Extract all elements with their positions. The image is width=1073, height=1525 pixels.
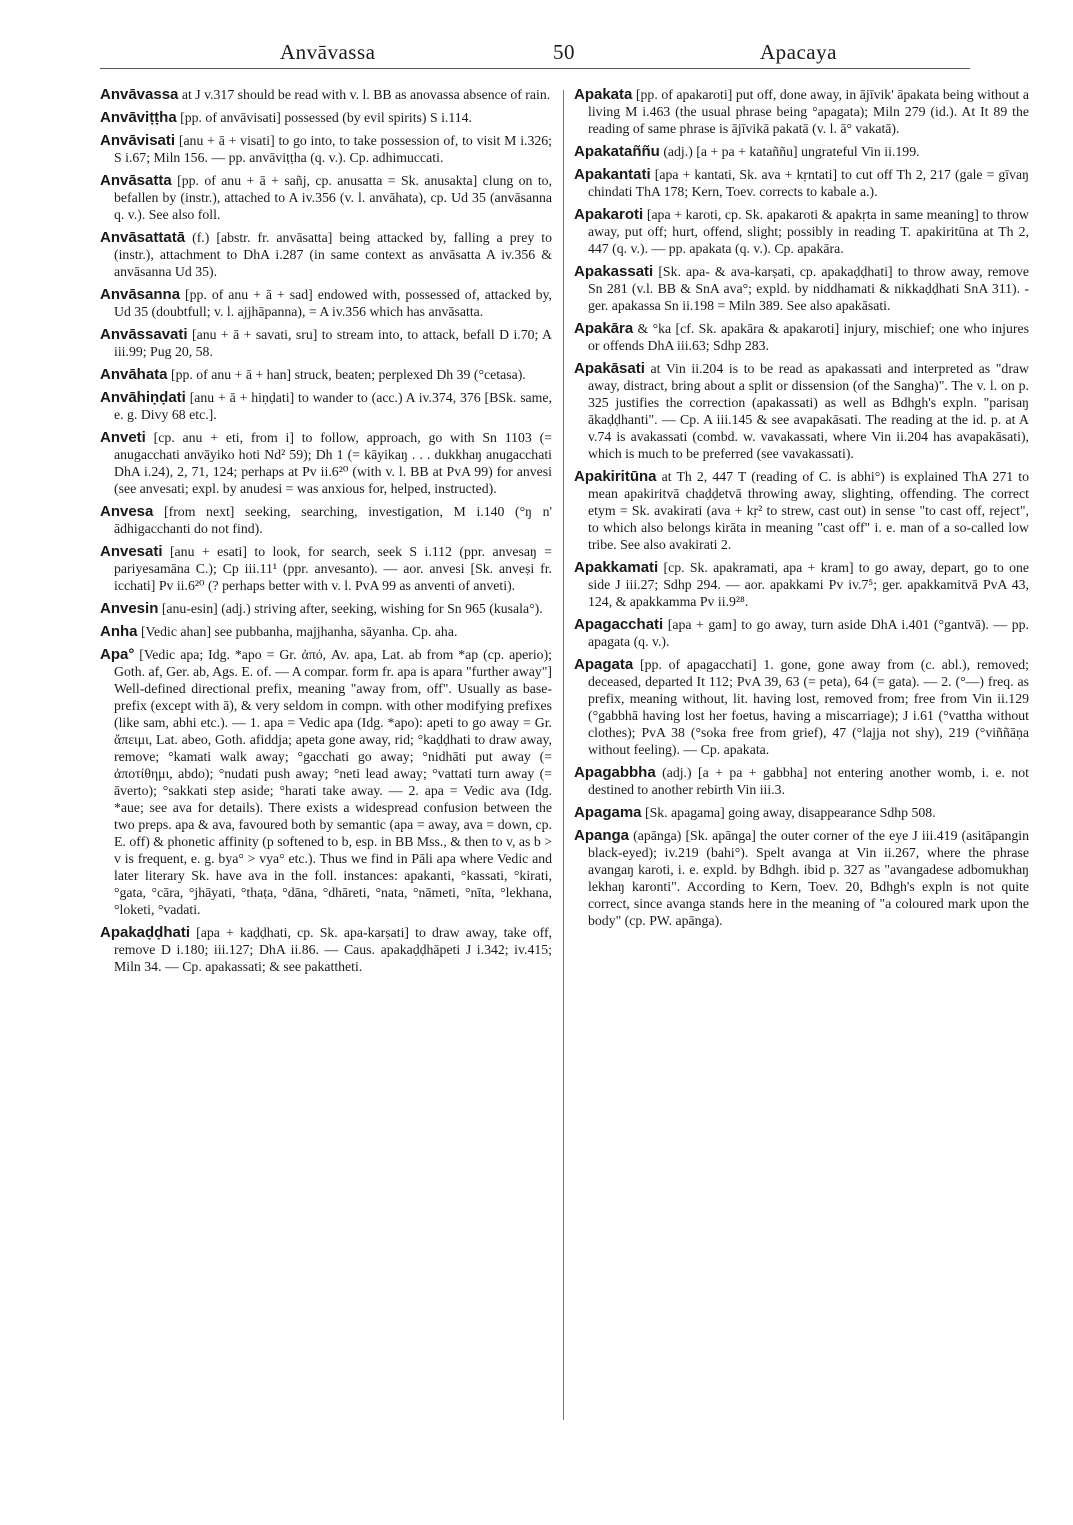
entry-headword: Apakataññu [574, 143, 660, 160]
column-divider [563, 90, 564, 1420]
entry-body: [apa + kantati, Sk. ava + kṛntati] to cut off Th 2, 217 (gale = gīvaŋ chindati ThA 178; Kern, Toev. corrects to kabale a.). [588, 167, 1029, 199]
entry-headword: Apagama [574, 804, 642, 821]
entry-headword: Anvesati [100, 543, 163, 560]
entry-headword: Apakassati [574, 263, 654, 280]
entry-body: at Th 2, 447 T (reading of C. is abhi°) is explained ThA 271 to mean apakiritvā chaḍḍetvā throwing away, slighting, offending. The correct etym = Sk. avakirati (ava + kṛ² to strew, cast out) in sense "to cast off, reject", to which also belongs kirāta in meaning "cast off" i. e. man of a so-called low tribe. See also avakirati 2. [588, 469, 1030, 552]
entry-headword: Anvāvassa [100, 86, 179, 103]
page-number: 50 [553, 40, 575, 64]
entry-headword: Anvāsanna [100, 286, 181, 303]
dictionary-entry [574, 764, 1029, 798]
dictionary-entry [100, 924, 552, 975]
right-column [574, 86, 1029, 935]
entry-headword: Apagata [574, 656, 634, 673]
entry-body: [Sk. apa- & ava-karṣati, cp. apakaḍḍhati] to throw away, remove Sn 281 (v.l. BB & SnA ava°; expld. by niddhamati & nikkaḍḍhati SnA 311). -ger. apakassa Sn ii.198 = Miln 389. See also apakāsati. [588, 264, 1029, 313]
entry-headword: Anvāviṭṭha [100, 109, 177, 126]
entry-headword: Apakkamati [574, 559, 659, 576]
entry-body: [cp. Sk. apakramati, apa + kram] to go away, depart, go to one side J iii.27; Sdhp 294. — aor. apakkami Pv iv.7⁵; ger. apakkamitvā PvA 43, 124, & apakkamma Pv ii.9²⁸. [588, 560, 1029, 609]
entry-headword: Apakata [574, 86, 633, 103]
entry-body: [apa + gam] to go away, turn aside DhA i.401 (°gantvā). — pp. apagata (q. v.). [588, 617, 1030, 649]
page-header [100, 38, 970, 69]
entry-body: [anu + ā + savati, sru] to stream into, to attack, befall D i.70; A iii.99; Pug 20, 58. [114, 327, 553, 359]
entry-headword: Apakāra [574, 320, 634, 337]
entry-body: [cp. anu + eti, from i] to follow, approach, go with Sn 1103 (= anugacchati anvāyiko hoti Nd² 59); Dh 1 (= kāyikaŋ . . . dukkhaŋ anugacchati DhA i.24), 2, 71, 124; perhaps at Pv ii.6²⁰ (with v. l. BB at PvA 99) for anvesi (see anvesati; expl. by anudesi = was anxious for, helped, instructed). [114, 430, 553, 496]
dictionary-entry [574, 206, 1029, 257]
dictionary-entry [100, 172, 552, 223]
entry-body: (adj.) [a + pa + gabbha] not entering another womb, i. e. not destined to another rebirth Vin iii.3. [588, 765, 1029, 797]
entry-headword: Anvāvisati [100, 132, 176, 149]
entry-headword: Apakantati [574, 166, 651, 183]
dictionary-entry [574, 360, 1029, 462]
entry-headword: Anveti [100, 429, 146, 446]
dictionary-entry [574, 263, 1029, 314]
dictionary-entry [574, 804, 1029, 821]
dictionary-entry [100, 286, 552, 320]
dictionary-entry [100, 429, 552, 497]
entry-body: [anu-esin] (adj.) striving after, seeking, wishing for Sn 965 (kusala°). [161, 601, 543, 616]
entry-headword: Anvesin [100, 600, 159, 617]
dictionary-entry [100, 600, 552, 617]
running-head-left: Anvāvassa [280, 40, 376, 64]
entry-body: [pp. of apakaroti] put off, done away, in ājīvik' āpakata being without a living M i.463 (the usual phrase being °apagata); Miln 279 (id.). At It 89 the reading of same phrase is ājīvikā pakatā (v. l. ā° vakatā). [588, 87, 1029, 136]
entry-headword: Apagabbha [574, 764, 656, 781]
dictionary-entry [574, 86, 1029, 137]
entry-body: & °ka [cf. Sk. apakāra & apakaroti] injury, mischief; one who injures or offends DhA iii.63; Sdhp 283. [588, 321, 1029, 353]
dictionary-entry [100, 109, 552, 126]
dictionary-entry [100, 623, 552, 640]
dictionary-entry [100, 326, 552, 360]
dictionary-entry [100, 543, 552, 594]
entry-headword: Anvesa [100, 503, 154, 520]
running-head-right: Apacaya [760, 40, 837, 64]
entry-body: [pp. of anu + ā + sañj, cp. anusatta = Sk. anusakta] clung on to, befallen by (instr.), attached to A iv.356 (v. l. anvāhata), cp. Ud 35 (anvāsanna q. v.). See also foll. [114, 173, 553, 222]
dictionary-entry [574, 559, 1029, 610]
entry-headword: Apagacchati [574, 616, 664, 633]
dictionary-entry [574, 166, 1029, 200]
dictionary-entry [574, 143, 1029, 160]
entry-headword: Apa° [100, 646, 135, 663]
entry-body: [Vedic ahan] see pubbanha, majjhanha, sāyanha. Cp. aha. [140, 624, 458, 639]
dictionary-entry [574, 827, 1029, 929]
entry-headword: Anvāsatta [100, 172, 172, 189]
entry-body: [pp. of anu + ā + han] struck, beaten; perplexed Dh 39 (°cetasa). [170, 367, 526, 382]
dictionary-entry [574, 468, 1029, 553]
entry-headword: Anvāhiṇḍati [100, 389, 186, 406]
entry-body: (adj.) [a + pa + kataññu] ungrateful Vin ii.199. [663, 144, 920, 159]
dictionary-entry [100, 86, 552, 103]
entry-headword: Apakaroti [574, 206, 644, 223]
entry-body: (apānga) [Sk. apānga] the outer corner of the eye J iii.419 (asitāpangin black-eyed); iv.219 (bahi°). Spelt avanga at Vin ii.267, where the phrase avangaŋ karoti, i. e. expld. by Bdhgh. ibid p. 327 as "avangadese adbomukhaŋ lekhaŋ karonti". According to Kern, Toev. 20, Bdhgh's expln is not quite correct, since avanga stands here in the meaning of "a coloured mark upon the body" (cp. PW. apānga). [588, 828, 1029, 928]
entry-headword: Apakāsati [574, 360, 645, 377]
entry-headword: Anha [100, 623, 138, 640]
dictionary-entry [574, 656, 1029, 758]
dictionary-entry [574, 320, 1029, 354]
entry-body: [apa + kaḍḍhati, cp. Sk. apa-karṣati] to draw away, take off, remove D i.180; iii.127; DhA ii.86. — Caus. apakaḍḍhāpeti J i.342; iv.415; Miln 34. — Cp. apakassati; & see pakattheti. [114, 925, 552, 974]
dictionary-entry [574, 616, 1029, 650]
entry-headword: Anvāssavati [100, 326, 188, 343]
entry-body: at J v.317 should be read with v. l. BB as anovassa absence of rain. [181, 87, 551, 102]
entry-body: [anu + ā + hiṇḍati] to wander to (acc.) A iv.374, 376 [BSk. same, e. g. Divy 68 etc.]. [114, 390, 552, 422]
dictionary-entry [100, 229, 552, 280]
entry-body: [apa + karoti, cp. Sk. apakaroti & apakṛta in same meaning] to throw away, put off; hurt, offend, slight; possibly in reading T. apakiritūna at Th 2, 447 (q. v.). — pp. apakata (q. v.). Cp. apakāra. [588, 207, 1030, 256]
entry-body: [anu + ā + visati] to go into, to take possession of, to visit M i.326; S i.67; Miln 156. — pp. anvāviṭṭha (q. v.). Cp. adhimuccati. [114, 133, 553, 165]
dictionary-entry [100, 132, 552, 166]
entry-body: [Sk. apagama] going away, disappearance Sdhp 508. [644, 805, 936, 820]
left-column [100, 86, 552, 981]
dictionary-entry [100, 366, 552, 383]
entry-body: [Vedic apa; Idg. *apo = Gr. ἀπό, Av. apa, Lat. ab from *ap (cp. aperio); Goth. af, Ger. ab, Ags. E. of. — A compar. form fr. apa is apara "further away"] Well-defined directional prefix, meaning "away from, off". Usually as base-prefix (except with ā), & very seldom in compn. with other modifying prefixes (like sam, abhi etc.). — 1. apa = Vedic apa (Idg. *apo): apeti to go away = Gr. ἄπειμι, Lat. abeo, Goth. afiddja; apeta gone away, rid; °kaḍḍhati to draw away, remove; °kamati walk away; °gacchati go away; °nidhāti put away (= ἀποτίθημι, abdo); °nudati push away; °neti lead away; °vattati turn away (= āverto); °sakkati step aside; °harati take away. — 2. apa = Vedic ava (Idg. *aue; see ava for details). There exists a widespread confusion between the two preps. apa & ava, favoured both by semantic (apa = away, ava = down, cp. E. off) & phonetic affinity (p softened to b, esp. in BB Mss., & then to v, as b > v is frequent, e. g. bya° > vya° etc.). Thus we find in Pāli apa where Vedic and later literary Sk. have ava in the foll. instances: apakanti, °kassati, °kirati, °gata, °cāra, °jhāyati, °thaṭa, °dāna, °dhāreti, °nata, °nāmeti, °nīta, °lekhana, °loketi, °vadati. [114, 647, 552, 917]
entry-body: [from next] seeking, searching, investigation, M i.140 (°ŋ n' ādhigacchanti do not find). [114, 504, 552, 536]
entry-body: at Vin ii.204 is to be read as apakassati and interpreted as "draw away, distract, bring about a split or dissension (of the Sangha)". The v. l. on p. 325 justifies the correction (apakassati) as well as Bdhgh's expln. "parisaŋ ākaḍḍhanti". — Cp. A iii.145 & see avapakāsati. The reading at the id. p. at A v.74 is avakassati (combd. w. vavakassati, where Vin ii.204 has avapakāsati), which is much to be preferred (see vavakassati). [588, 361, 1029, 461]
entry-body: [anu + esati] to look, for search, seek S i.112 (ppr. anvesaŋ = pariyesamāna C.); Cp iii.11¹ (ppr. anvesanto). — aor. anvesi [Sk. anveṣi fr. icchati] Pv ii.6²⁰ (? perhaps better with v. l. PvA 99 as anventi of anveti). [114, 544, 553, 593]
dictionary-entry [100, 389, 552, 423]
entry-headword: Anvāsattatā [100, 229, 186, 246]
entry-headword: Apanga [574, 827, 630, 844]
entry-body: [pp. of anu + ā + sad] endowed with, possessed of, attacked by, Ud 35 (doubtfull; v. l. ajjhāpanna), = A iv.356 which has anvāsatta. [114, 287, 552, 319]
entry-headword: Apakaḍḍhati [100, 924, 191, 941]
entry-headword: Apakiritūna [574, 468, 657, 485]
dictionary-entry [100, 503, 552, 537]
entry-body: (f.) [abstr. fr. anvāsatta] being attacked by, falling a prey to (instr.), attachment to DhA i.287 (in same context as anvāsatta A iv.356 & anvāsanna Ud 35). [114, 230, 552, 279]
entry-headword: Anvāhata [100, 366, 168, 383]
entry-body: [pp. of anvāvisati] possessed (by evil spirits) S i.114. [180, 110, 473, 125]
entry-body: [pp. of apagacchati] 1. gone, gone away from (c. abl.), removed; deceased, departed It 112; PvA 39, 63 (= peta), 64 (= gata). — 2. (°—) freq. as prefix, meaning without, lit. having lost, removed from; free from Vin ii.129 (°gabbhā having lost her foetus, having a miscarriage); J i.61 (°vattha without clothes); PvA 38 (°soka free from grief), 47 (°lajja not shy), 219 (°viññāṇa without feeling). — Cp. apakata. [588, 657, 1029, 757]
dictionary-entry [100, 646, 552, 918]
